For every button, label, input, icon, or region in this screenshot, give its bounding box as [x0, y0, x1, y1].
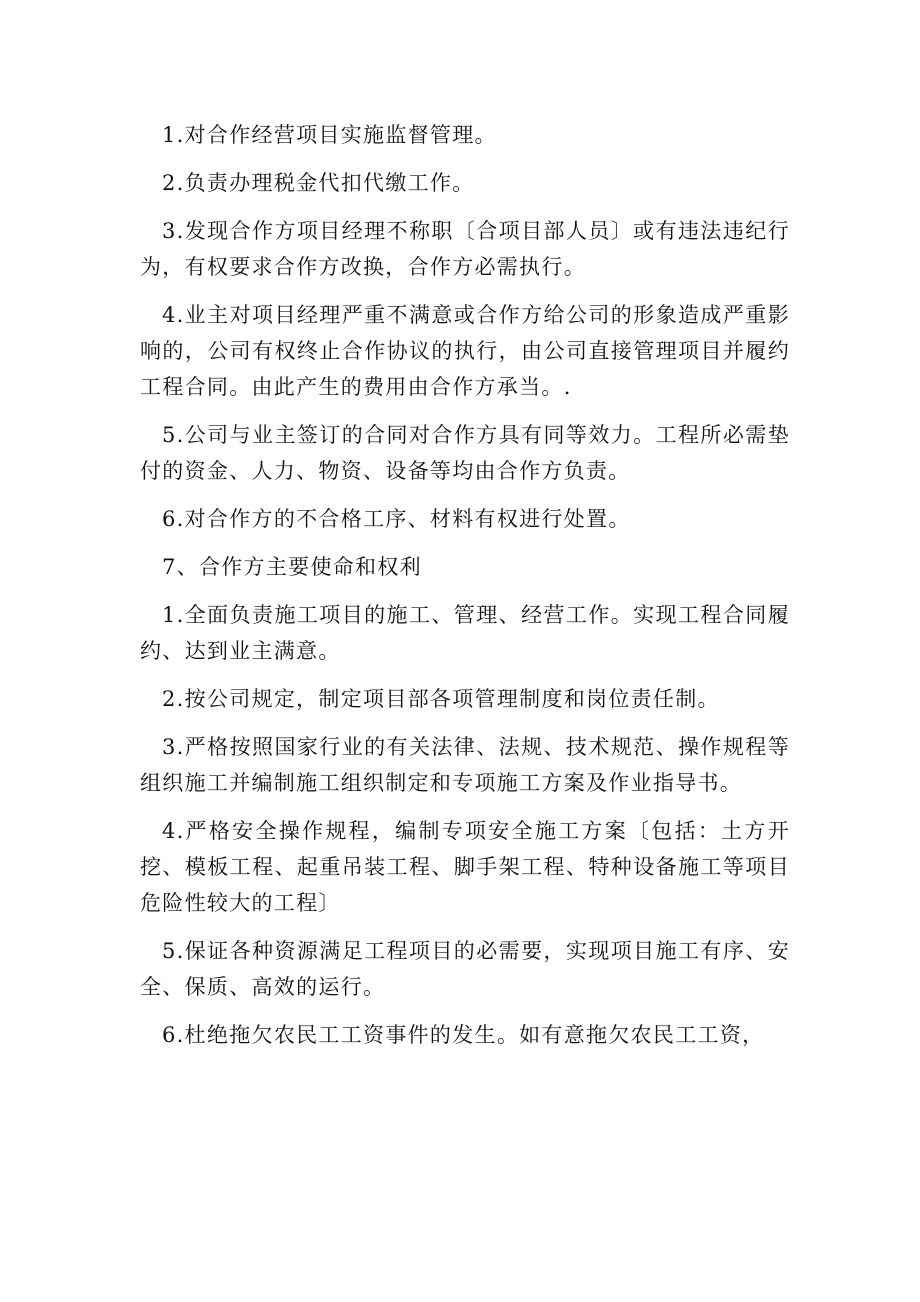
paragraph-4: 4.业主对项目经理严重不满意或合作方给公司的形象造成严重影响的，公司有权终止合作协议的执行，由公司直接管理项目并履约工程合同。由此产生的费用由合作方承当。.	[140, 303, 790, 399]
paragraph-6: 6.对合作方的不合格工序、材料有权进行处置。	[162, 507, 631, 531]
paragraph-2: 2.负责办理税金代扣代缴工作。	[162, 171, 475, 195]
paragraph-5: 5.公司与业主签订的合同对合作方具有同等效力。工程所必需垫付的资金、人力、物资、设备等均由合作方负责。	[140, 423, 790, 483]
paragraph-12: 5.保证各种资源满足工程项目的必需要，实现项目施工有序、安全、保质、高效的运行。	[140, 939, 790, 999]
paragraph-10: 3.严格按照国家行业的有关法律、法规、技术规范、操作规程等组织施工并编制施工组织制定和专项施工方案及作业指导书。	[140, 735, 790, 795]
paragraph-11: 4.严格安全操作规程，编制专项安全施工方案〔包括：土方开挖、模板工程、起重吊装工程、脚手架工程、特种设备施工等项目危险性较大的工程〕	[140, 819, 790, 915]
paragraph-1: 1.对合作经营项目实施监督管理。	[162, 123, 497, 147]
paragraph-8: 1.全面负责施工项目的施工、管理、经营工作。实现工程合同履约、达到业主满意。	[140, 603, 790, 663]
paragraph-13: 6.杜绝拖欠农民工工资事件的发生。如有意拖欠农民工工资，	[162, 1023, 765, 1047]
document-body	[140, 117, 790, 1065]
paragraph-9: 2.按公司规定，制定项目部各项管理制度和岗位责任制。	[162, 687, 720, 711]
section-heading-7: 7、合作方主要使命和权利	[162, 555, 422, 579]
paragraph-3: 3.发现合作方项目经理不称职〔合项目部人员〕或有违法违纪行为，有权要求合作方改换，合作方必需执行。	[140, 219, 790, 279]
